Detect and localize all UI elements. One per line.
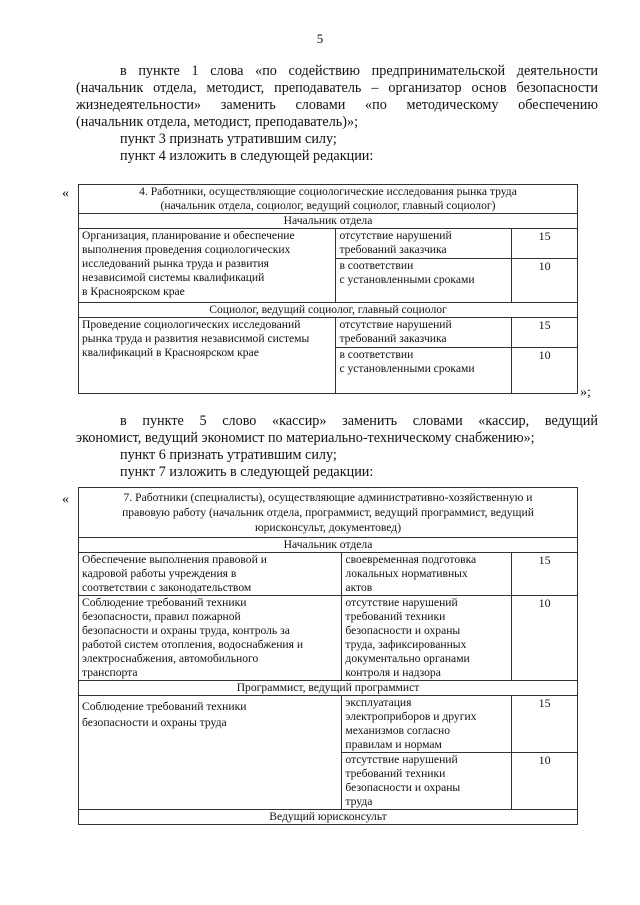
criterion-cell: отсутствие нарушений требований техники безопасности и охраны труда, зафиксированных документально органами контроля и надзора xyxy=(342,596,512,681)
criterion-cell: отсутствие нарушений требований техники безопасности и охраны труда xyxy=(342,753,512,810)
criterion-cell: в соответствии с установленными сроками xyxy=(336,348,512,394)
criteria-table-7 xyxy=(78,487,578,825)
points-cell: 15 xyxy=(512,318,578,348)
task-cell: Организация, планирование и обеспечение выполнения проведения социологических исследований рынка труда и развития независимой системы квалификаций в Красноярском крае xyxy=(79,229,336,303)
section-title: Начальник отдела xyxy=(79,214,578,229)
close-quote: »; xyxy=(580,385,591,400)
points-cell: 15 xyxy=(512,229,578,259)
points-cell: 10 xyxy=(512,259,578,303)
intro-line: жизнедеятельности» заменить словами «по методическому обеспечению xyxy=(76,97,598,113)
middle-paragraph xyxy=(76,413,598,481)
section-title: Программист, ведущий программист xyxy=(79,681,578,696)
points-cell: 15 xyxy=(512,553,578,596)
criteria-table-4 xyxy=(78,184,578,394)
item-5-line: экономист, ведущий экономист по материально-техническому снабжению»; xyxy=(76,430,535,446)
item-7-text: пункт 7 изложить в следующей редакции: xyxy=(120,464,374,480)
intro-paragraph xyxy=(76,63,598,165)
intro-line: (начальник отдела, методист, преподаватель – организатор основ безопасности xyxy=(76,80,598,96)
points-cell: 15 xyxy=(512,696,578,753)
points-cell: 10 xyxy=(512,753,578,810)
section-title: Ведущий юрисконсульт xyxy=(79,810,578,825)
criterion-cell: отсутствие нарушений требований заказчика xyxy=(336,318,512,348)
item-5-line: в пункте 5 слово «кассир» заменить словами «кассир, ведущий xyxy=(120,413,598,429)
table-header: 4. Работники, осуществляющие социологические исследования рынка труда (начальник отдела, социолог, ведущий социолог, главный социолог) xyxy=(79,185,578,214)
open-quote: « xyxy=(62,492,69,507)
points-cell: 10 xyxy=(512,348,578,394)
task-cell: Проведение социологических исследований рынка труда и развития независимой системы квалификаций в Красноярском крае xyxy=(79,318,336,394)
points-cell: 10 xyxy=(512,596,578,681)
criterion-cell: в соответствии с установленными сроками xyxy=(336,259,512,303)
task-cell: Обеспечение выполнения правовой и кадровой работы учреждения в соответствии с законодательством xyxy=(79,553,342,596)
criterion-cell: своевременная подготовка локальных нормативных актов xyxy=(342,553,512,596)
table-header: 7. Работники (специалисты), осуществляющие административно-хозяйственную и правовую работу (начальник отдела, программист, ведущий программист, ведущий юрисконсульт, документовед) xyxy=(79,488,578,538)
intro-line: в пункте 1 слова «по содействию предпринимательской деятельности xyxy=(120,63,598,79)
item-3-text: пункт 3 признать утратившим силу; xyxy=(120,131,337,147)
intro-line: (начальник отдела, методист, преподаватель)»; xyxy=(76,114,359,130)
open-quote: « xyxy=(62,186,69,201)
criterion-cell: эксплуатация электроприборов и других механизмов согласно правилам и нормам xyxy=(342,696,512,753)
item-4-text: пункт 4 изложить в следующей редакции: xyxy=(120,148,374,164)
criterion-cell: отсутствие нарушений требований заказчика xyxy=(336,229,512,259)
section-title: Социолог, ведущий социолог, главный социолог xyxy=(79,303,578,318)
task-cell: Соблюдение требований техники безопасности, правил пожарной безопасности и охраны труда, контроль за работой систем отопления, водоснабжения и электроснабжения, автомобильного транспорта xyxy=(79,596,342,681)
item-6-text: пункт 6 признать утратившим силу; xyxy=(120,447,337,463)
task-cell: Соблюдение требований техники безопасности и охраны труда xyxy=(79,696,342,810)
section-title: Начальник отдела xyxy=(79,538,578,553)
page-number: 5 xyxy=(316,31,324,46)
